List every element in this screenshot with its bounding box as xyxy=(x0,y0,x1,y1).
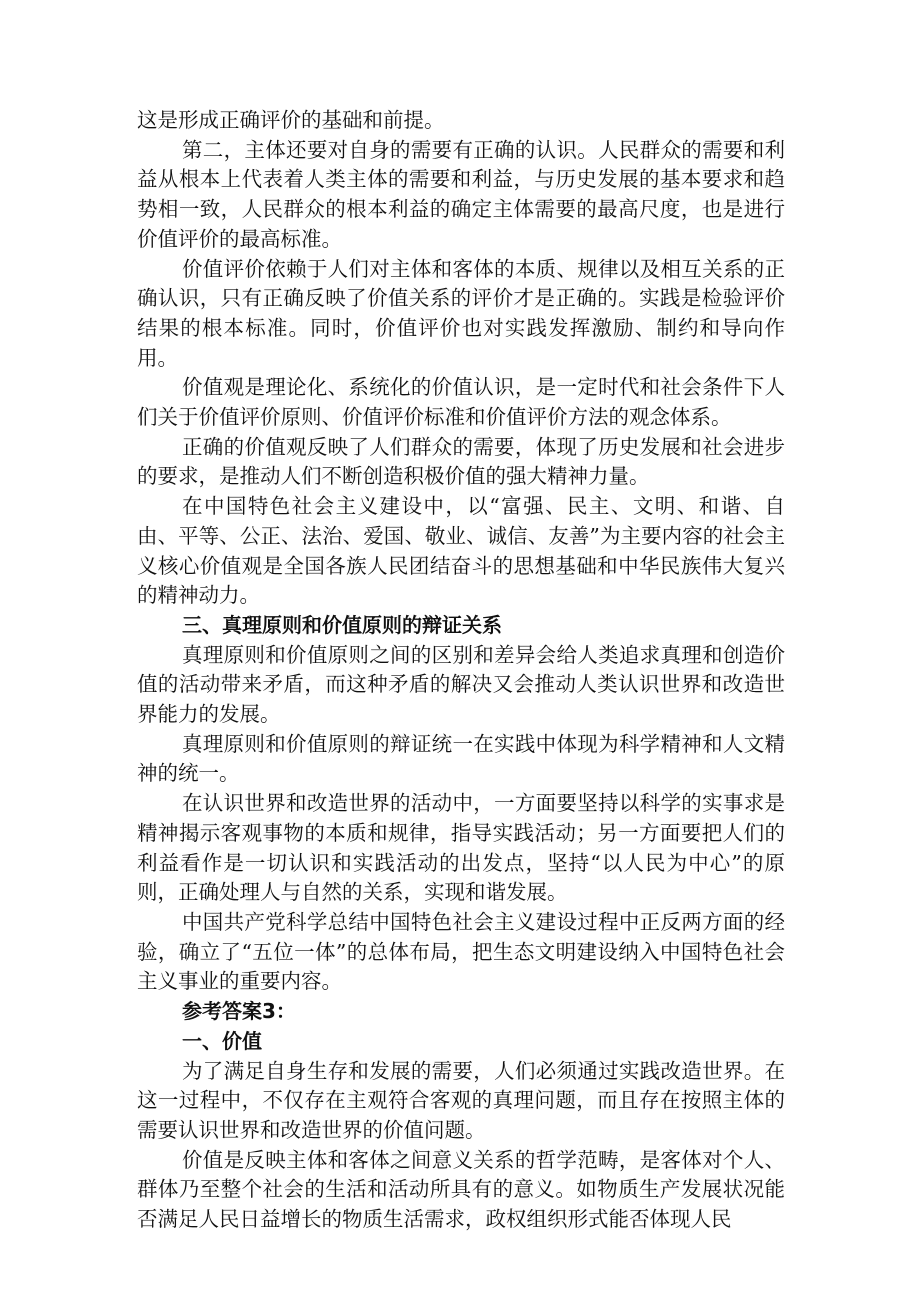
paragraph: 价值观是理论化、系统化的价值认识，是一定时代和社会条件下人们关于价值评价原则、价值评价标准和价值评价方法的观念体系。 xyxy=(137,375,785,430)
paragraph: 在中国特色社会主义建设中，以“富强、民主、文明、和谐、自由、平等、公正、法治、爱国、敬业、诚信、友善”为主要内容的社会主义核心价值观是全国各族人民团结奋斗的思想基础和中华民族伟大复兴的精神动力。 xyxy=(137,494,785,608)
paragraph: 这是形成正确评价的基础和前提。 xyxy=(137,108,445,132)
section-heading: 三、真理原则和价值原则的辩证关系 xyxy=(182,612,502,637)
document-page xyxy=(137,106,785,1235)
paragraph: 第二，主体还要对自身的需要有正确的认识。人民群众的需要和利益从根本上代表着人类主体的需要和利益，与历史发展的基本要求和趋势相一致，人民群众的根本利益的确定主体需要的最高尺度，也是进行价值评价的最高标准。 xyxy=(137,137,785,251)
paragraph: 中国共产党科学总结中国特色社会主义建设过程中正反两方面的经验，确立了“五位一体”的总体布局，把生态文明建设纳入中国特色社会主义事业的重要内容。 xyxy=(137,909,785,994)
answer-heading: 参考答案3： xyxy=(182,999,296,1024)
paragraph: 价值是反映主体和客体之间意义关系的哲学范畴，是客体对个人、群体乃至整个社会的生活和活动所具有的意义。如物质生产发展状况能否满足人民日益增长的物质生活需求，政权组织形式能否体现人民 xyxy=(137,1147,785,1232)
paragraph: 价值评价依赖于人们对主体和客体的本质、规律以及相互关系的正确认识，只有正确反映了价值关系的评价才是正确的。实践是检验评价结果的根本标准。同时，价值评价也对实践发挥激励、制约和导向作用。 xyxy=(137,256,785,370)
paragraph: 在认识世界和改造世界的活动中，一方面要坚持以科学的实事求是精神揭示客观事物的本质和规律，指导实践活动；另一方面要把人们的利益看作是一切认识和实践活动的出发点，坚持“以人民为中心”的原则，正确处理人与自然的关系，实现和谐发展。 xyxy=(137,791,785,905)
paragraph: 真理原则和价值原则之间的区别和差异会给人类追求真理和创造价值的活动带来矛盾，而这种矛盾的解决又会推动人类认识世界和改造世界能力的发展。 xyxy=(137,642,785,727)
paragraph: 为了满足自身生存和发展的需要，人们必须通过实践改造世界。在这一过程中，不仅存在主观符合客观的真理问题，而且存在按照主体的需要认识世界和改造世界的价值问题。 xyxy=(137,1058,785,1142)
section-heading: 一、价值 xyxy=(182,1028,262,1053)
paragraph: 真理原则和价值原则的辩证统一在实践中体现为科学精神和人文精神的统一。 xyxy=(137,731,785,786)
paragraph: 正确的价值观反映了人们群众的需要，体现了历史发展和社会进步的要求，是推动人们不断创造积极价值的强大精神力量。 xyxy=(137,434,785,489)
